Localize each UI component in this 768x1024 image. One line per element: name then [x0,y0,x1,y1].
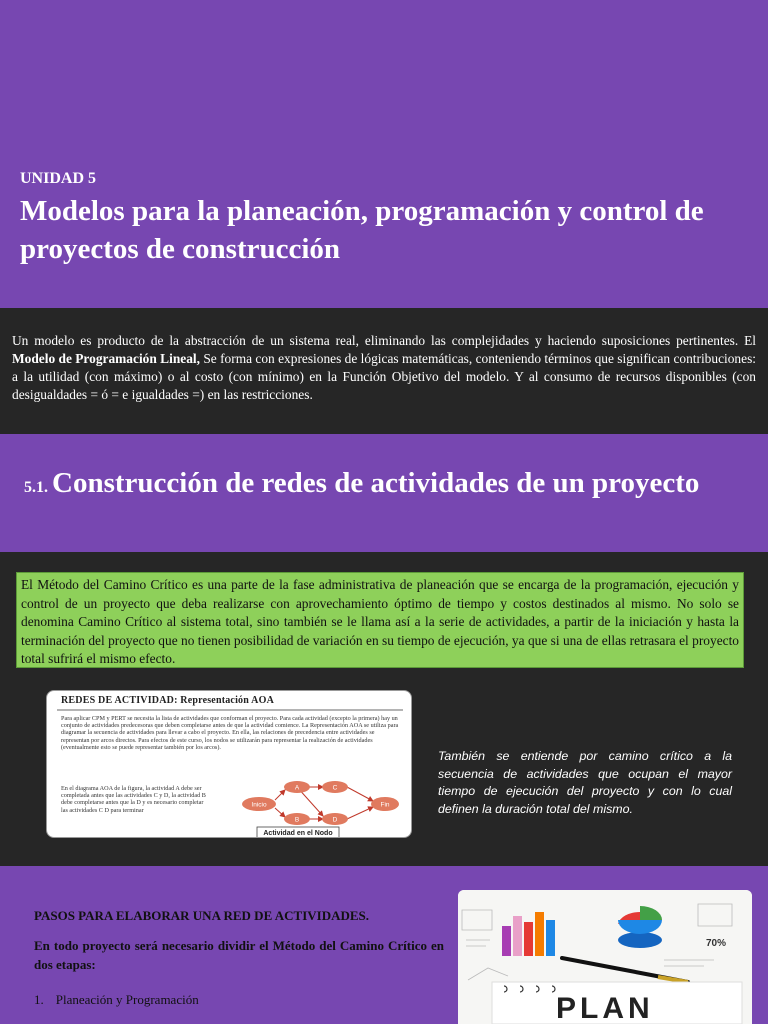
steps-subheading: En todo proyecto será necesario dividir el Método del Camino Crítico en dos etapas: [34,938,444,972]
node-start [242,797,276,811]
node-d [322,813,348,825]
node-c [322,781,348,793]
figure-heading: REDES DE ACTIVIDAD: Representación AOA [61,695,274,706]
title-band [0,0,768,308]
cpm-definition-box: El Método del Camino Crítico es una parte de la fase administrativa de planeación que se encarga de la programación, ejecución y control de un proyecto que deba realizarse con aprovechamiento óptimo de tiempo y costos destinados al mismo. No solo se denomina Camino Crítico al sistema total, sino también se le llama así a la serie de actividades, a partir de la iniciación y hasta la terminación del proyecto que no tienen posibilidad de variación en su tiempo de ejecución, ya que si una de ellas retrasara el proyecto total sufrirá el mismo efecto. [16,572,744,668]
cpm-band [0,552,768,866]
aoa-figure [46,690,412,838]
critical-path-note: También se entiende por camino crítico a la secuencia de actividades que ocupan el mayor tiempo de ejecución del proyecto y con lo cual definen la duración total del mismo. [438,749,732,816]
steps-list-item [34,992,211,1008]
section-title [24,464,744,507]
intro-text-a: Un modelo es producto de la abstracción de un sistema real, eliminando las complejidades y haciendo suposiciones pertinentes. El [12,333,756,348]
page-title: Modelos para la planeación, programación y control de proyectos de construcción [20,195,704,265]
plan-word: PLAN [556,992,654,1024]
node-end-label: Fin [380,801,390,809]
node-c-label: C [332,784,338,792]
aoa-diagram [47,691,412,838]
plan-photo [458,890,752,1024]
steps-heading: PASOS PARA ELABORAR UNA RED DE ACTIVIDADES. [34,908,370,923]
node-b-label: B [294,816,300,824]
node-start-label: Inicio [251,801,267,809]
percent-label: 70% [706,938,727,949]
node-end [371,797,399,811]
steps-list-number: 1. [34,992,44,1007]
section-band [0,434,768,552]
section-number: 5.1. [24,479,48,496]
figure-caption [257,827,339,838]
plan-illustration [458,890,752,1024]
intro-text-b: Se forma con expresiones de lógicas matemáticas, conteniendo términos que significan contribuciones: a la utilidad (con máximo) o al costo (con mínimo) en la Función Objetivo del modelo. Y al consumo de recursos disponibles (con desigualdades = ó = e igualdades =) en las restricciones. [12,351,756,402]
notebook [492,982,742,1024]
intro-paragraph [12,332,756,404]
node-d-label: D [332,816,338,824]
figure-side-text: En el diagrama AOA de la figura, la actividad A debe ser completada antes que las actividades C y D, la actividad B debe completarse antes que la D y es necesario completar las actividades C D para terminar [61,785,206,814]
intro-bold: Modelo de Programación Lineal, [12,351,200,366]
node-b [284,813,310,825]
unit-label: UNIDAD 5 [20,170,96,187]
node-a-label: A [294,784,300,792]
section-heading: Construcción de redes de actividades de un proyecto [52,467,700,499]
figure-caption-text: Actividad en el Nodo [263,830,333,837]
steps-list-text: Planeación y Programación [55,992,199,1007]
node-a [284,781,310,793]
figure-body: Para aplicar CPM y PERT se necesita la lista de actividades que conforman el proyecto. Para cada actividad (excepto la primera) hay un conjunto de actividades predecesoras que deben completarse antes de que la actividad comience. La Representación AOA se utiliza para diagramar la secuencia de actividades para llevar a cabo el proyecto. En ella, las relaciones de precedencia entre actividades se representan por arcos directos. Para efectos de este curso, los nodos se utilizarán para representar la realización de actividades (eventualmente esto se puede representar también por los arcos). [61,715,399,751]
intro-band [0,308,768,434]
